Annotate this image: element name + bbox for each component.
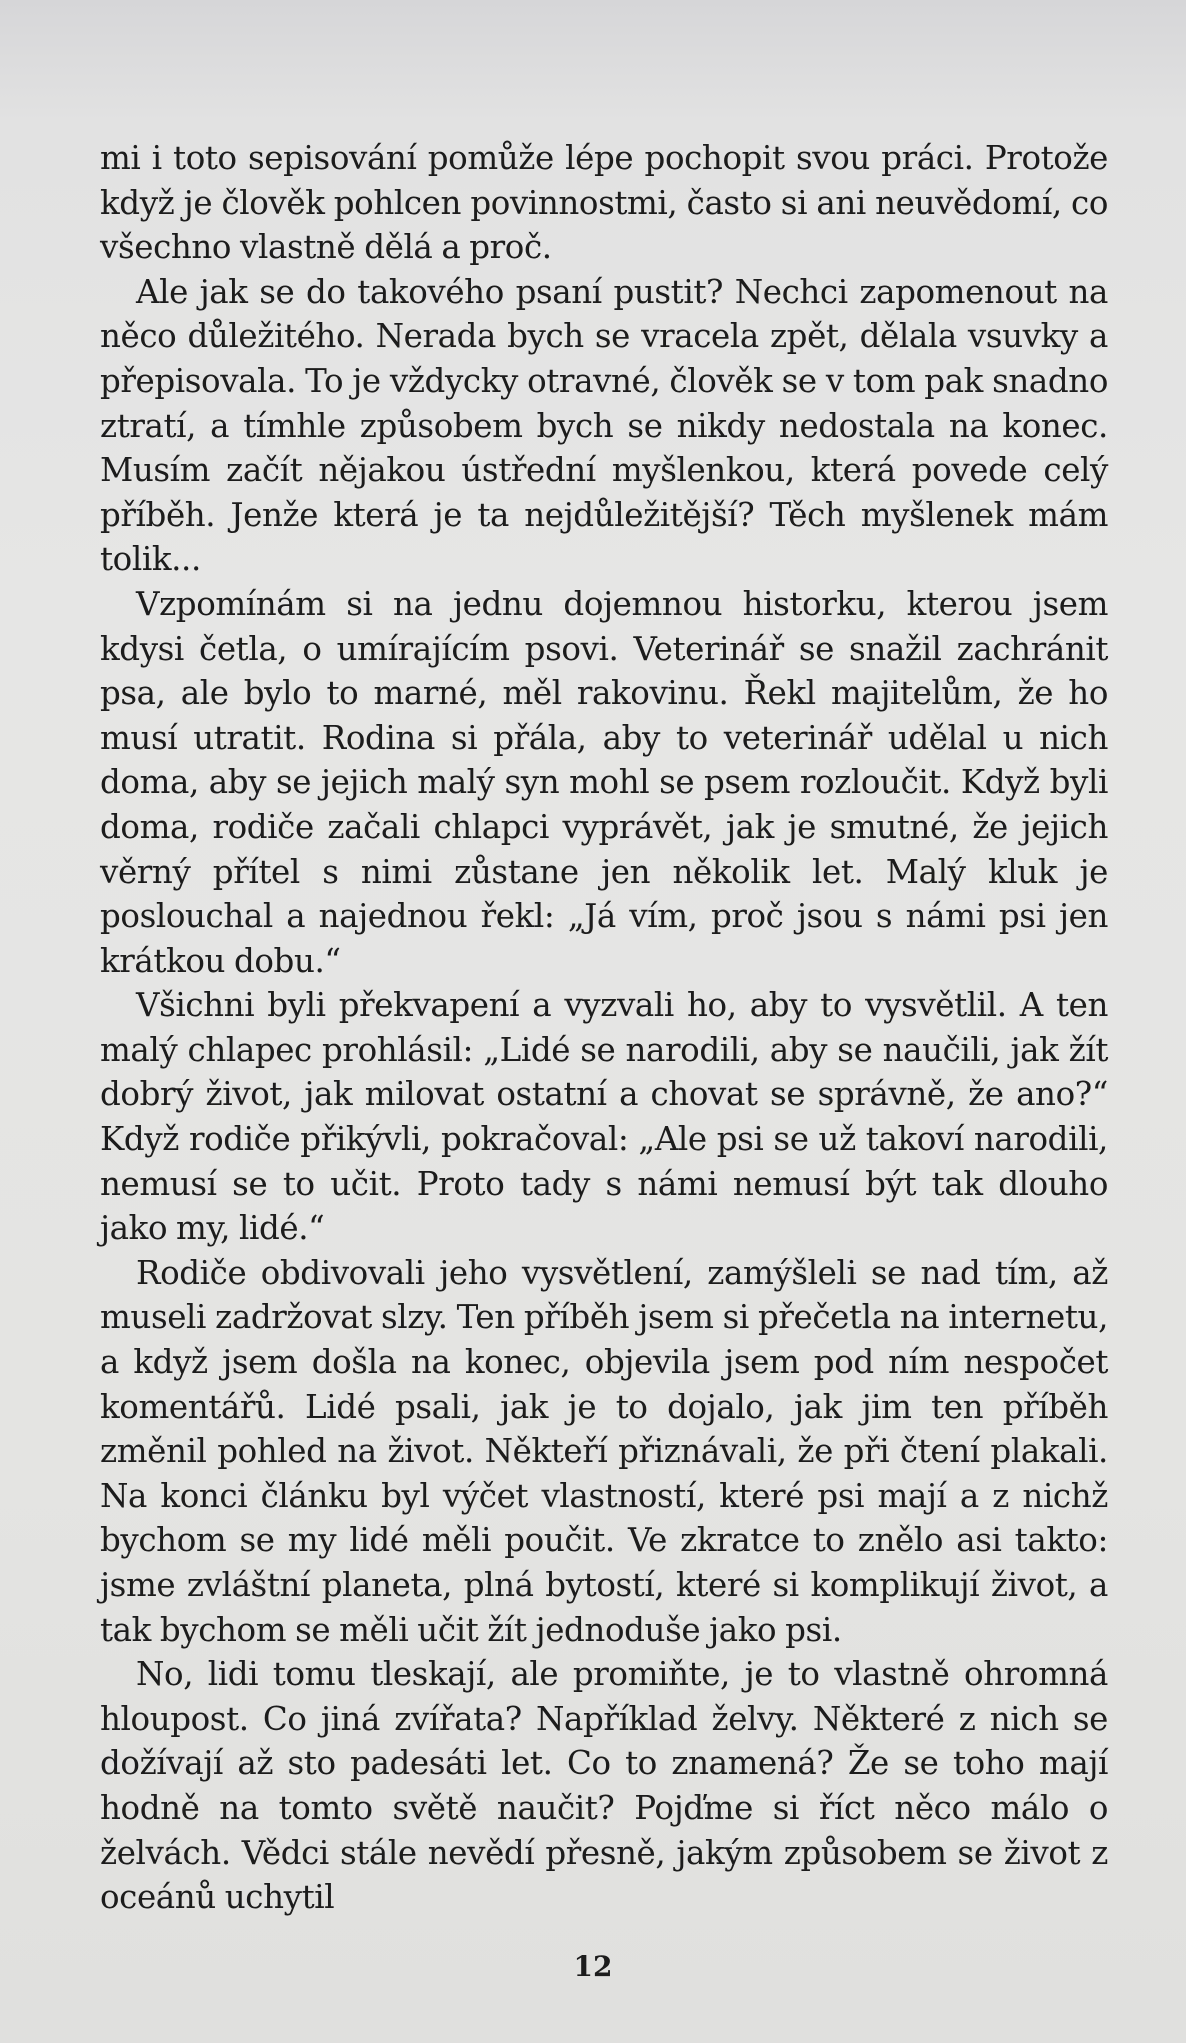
paragraph-2: Ale jak se do takového psaní pustit? Nechci zapomenout na něco důležitého. Nerada bych se vracela zpět, dělala vsuvky a přepisovala. To je vždycky otravné, člověk se v tom pak snadno ztratí, a tímhle způsobem bych se nikdy nedostala na konec. Musím začít nějakou ústřední myšlenkou, která povede celý příběh. Jenže která je ta nejdůležitější? Těch myšlenek mám tolik... xyxy=(100,272,1108,579)
paragraph-4: Všichni byli překvapení a vyzvali ho, aby to vysvětlil. A ten malý chlapec prohlásil: „Lidé se narodili, aby se naučili, jak žít dobrý život, jak milovat ostatní a chovat se správně, že ano?“ Když rodiče přikývli, pokračoval: „Ale psi se už takoví narodili, nemusí se to učit. Proto tady s námi nemusí být tak dlouho jako my, lidé.“ xyxy=(100,986,1108,1248)
paragraph-6: No, lidi tomu tleskají, ale promiňte, je to vlastně ohromná hloupost. Co jiná zvířata? Například želvy. Některé z nich se dožívají až sto padesáti let. Co to znamená? Že se toho mají hodně na tomto světě naučit? Pojďme si říct něco málo o želvách. Vědci stále nevědí přesně, jakým způsobem se život z oceánů uchytil xyxy=(100,1655,1108,1917)
body-text xyxy=(100,136,1108,1920)
paragraph-1: mi i toto sepisování pomůže lépe pochopit svou práci. Protože když je člověk pohlcen povinnostmi, často si ani neuvědomí, co všechno vlastně dělá a proč. xyxy=(100,139,1108,267)
page-number: 12 xyxy=(573,1950,613,1983)
paragraph-5: Rodiče obdivovali jeho vysvětlení, zamýšleli se nad tím, až museli zadržovat slzy. Ten příběh jsem si přečetla na internetu, a když jsem došla na konec, objevila jsem pod ním nespočet komentářů. Lidé psali, jak je to dojalo, jak jim ten příběh změnil pohled na život. Někteří přiznávali, že při čtení plakali. Na konci článku byl výčet vlastností, které psi mají a z nichž bychom se my lidé měli poučit. Ve zkratce to znělo asi takto: jsme zvláštní planeta, plná bytostí, které si komplikují život, a tak bychom se měli učit žít jednoduše jako psi. xyxy=(100,1253,1108,1649)
paragraph-3: Vzpomínám si na jednu dojemnou historku, kterou jsem kdysi četla, o umírajícím psovi. Veterinář se snažil zachránit psa, ale bylo to marné, měl rakovinu. Řekl majitelům, že ho musí utratit. Rodina si přála, aby to veterinář udělal u nich doma, aby se jejich malý syn mohl se psem rozloučit. Když byli doma, rodiče začali chlapci vyprávět, jak je smutné, že jejich věrný přítel s nimi zůstane jen několik let. Malý kluk je poslouchal a najednou řekl: „Já vím, proč jsou s námi psi jen krátkou dobu.“ xyxy=(100,584,1108,980)
